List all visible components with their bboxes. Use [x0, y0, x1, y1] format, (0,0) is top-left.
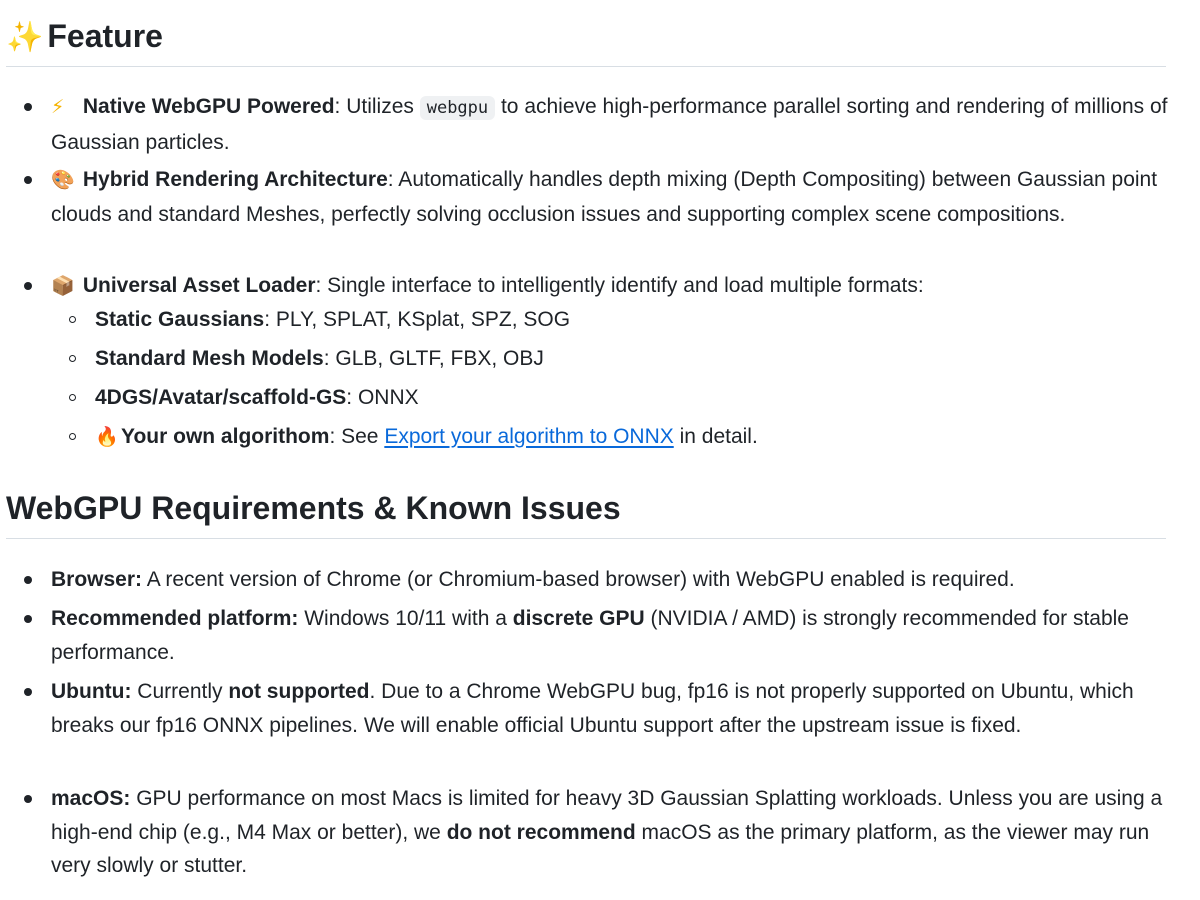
feature-text: : Utilizes: [334, 95, 420, 118]
requirements-heading: WebGPU Requirements & Known Issues: [6, 490, 621, 526]
bullet-dot: [24, 282, 32, 290]
inline-code: webgpu: [420, 96, 495, 120]
bullet-dot: [24, 103, 32, 111]
sparkles-icon: ✨: [6, 21, 44, 54]
sub-bullet-circle: [69, 355, 76, 362]
requirement-text: Windows 10/11 with a: [298, 607, 513, 630]
format-text: : PLY, SPLAT, KSplat, SPZ, SOG: [264, 308, 571, 331]
feature-text: : Automatically handles depth mixing (Depth Compositing) between Gaussian point clouds and standard Meshes, perfectly solving occlusion issues and supporting complex scene compositions.: [51, 168, 1158, 226]
export-onnx-link[interactable]: Export your algorithm to ONNX: [384, 425, 674, 448]
bullet-dot: [24, 688, 32, 696]
feature-heading-text: Feature: [47, 18, 163, 54]
requirement-text: (NVIDIA / AMD) is strongly recommended for stable performance.: [51, 607, 1129, 664]
requirement-macos: [51, 782, 1171, 883]
format-label: 4DGS/Avatar/scaffold-GS: [95, 386, 347, 409]
package-icon: 📦: [51, 276, 75, 297]
format-text: : ONNX: [346, 386, 419, 409]
requirement-label: macOS:: [51, 787, 131, 810]
requirement-platform: [51, 602, 1171, 669]
feature-item-loader: [51, 269, 1171, 304]
bullet-dot: [24, 576, 32, 584]
feature-text: : Single interface to intelligently identify and load multiple formats:: [315, 274, 924, 297]
feature-label: Native WebGPU Powered: [82, 95, 335, 118]
sub-bullet-circle: [69, 394, 76, 401]
requirement-text: macOS as the primary platform, as the viewer may run very slowly or stutter.: [51, 820, 1150, 877]
bullet-dot: [24, 176, 32, 184]
bullet-dot: [24, 615, 32, 623]
requirement-text: GPU performance on most Macs is limited for heavy 3D Gaussian Splatting workloads. Unless you are using a high-end chip (e.g., M4 Max or better), we: [51, 787, 1163, 844]
format-item-static-gaussians: [95, 303, 1165, 337]
requirement-emphasis: discrete GPU: [512, 607, 645, 630]
sub-bullet-circle: [69, 433, 76, 440]
format-text: : GLB, GLTF, FBX, OBJ: [323, 347, 544, 370]
format-text: in detail.: [673, 425, 758, 448]
requirement-ubuntu: [51, 675, 1171, 742]
requirement-text: Currently: [131, 680, 229, 703]
format-text: : See: [329, 425, 385, 448]
heading-divider: [6, 538, 1166, 539]
requirement-text: . Due to a Chrome WebGPU bug, fp16 is not properly supported on Ubuntu, which breaks our fp16 ONNX pipelines. We will enable official Ubuntu support after the upstream issue is fixed.: [51, 680, 1134, 737]
fire-icon: 🔥: [95, 427, 119, 448]
feature-item-hybrid: [51, 163, 1171, 231]
heading-divider: [6, 66, 1166, 67]
lightning-icon: ⚡: [51, 97, 65, 118]
requirement-label: Recommended platform:: [51, 607, 299, 630]
sub-bullet-circle: [69, 316, 76, 323]
feature-label: Hybrid Rendering Architecture: [82, 168, 388, 191]
format-label: Your own algorithom: [121, 425, 330, 448]
format-item-4dgs: [95, 381, 1165, 415]
format-item-own-algorithm: [95, 420, 1165, 455]
requirement-text: A recent version of Chrome (or Chromium-based browser) with WebGPU enabled is required.: [142, 568, 1015, 591]
requirement-browser: [51, 563, 1171, 597]
requirement-emphasis: do not recommend: [446, 820, 636, 844]
format-item-mesh-models: [95, 342, 1165, 376]
palette-icon: 🎨: [51, 170, 75, 191]
feature-heading: [6, 14, 163, 60]
requirement-label: Browser:: [51, 568, 143, 591]
feature-text: to achieve high-performance parallel sorting and rendering of millions of Gaussian particles.: [51, 95, 1168, 154]
bullet-dot: [24, 795, 32, 803]
format-label: Static Gaussians: [95, 308, 265, 331]
feature-item-webgpu: [51, 90, 1171, 159]
feature-label: Universal Asset Loader: [82, 274, 316, 297]
requirement-emphasis: not supported: [228, 680, 370, 703]
requirement-label: Ubuntu:: [51, 680, 132, 703]
format-label: Standard Mesh Models: [95, 347, 324, 370]
